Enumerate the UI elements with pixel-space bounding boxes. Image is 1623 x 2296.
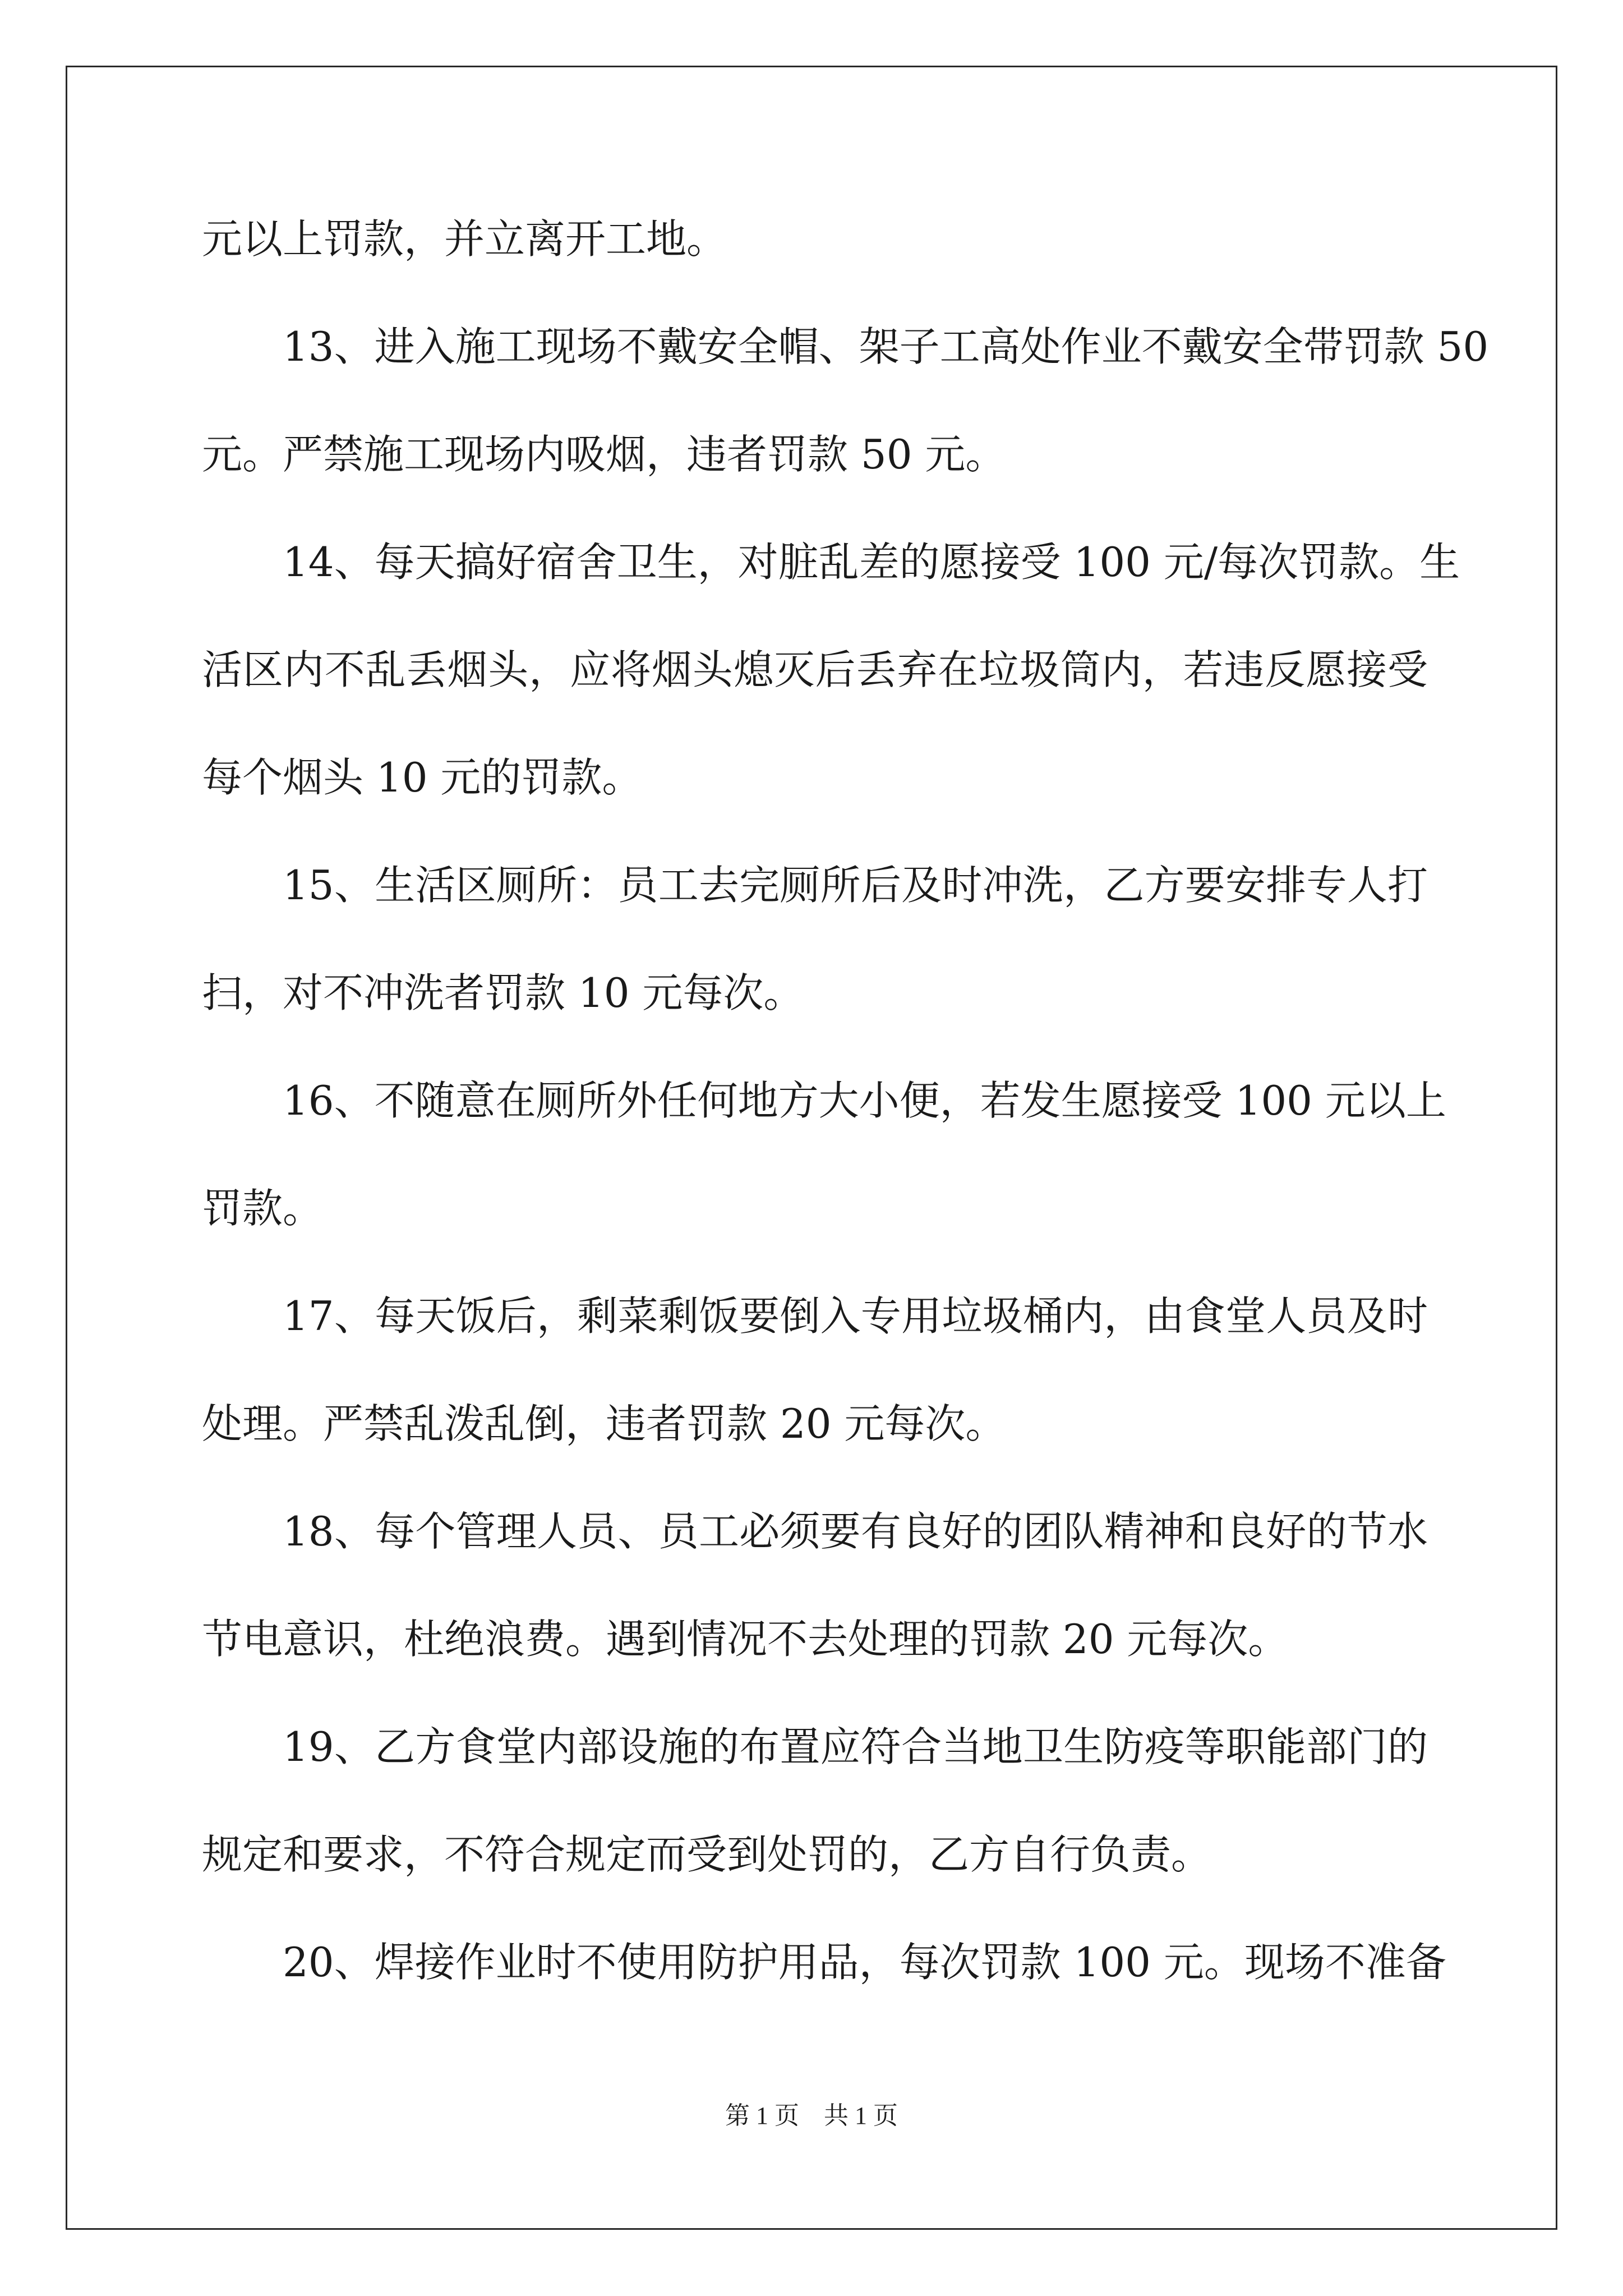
text-line: 元。严禁施工现场内吸烟，违者罚款 50 元。 [202,431,1006,478]
text-line: 规定和要求，不符合规定而受到处罚的，乙方自行负责。 [202,1831,1212,1878]
page-number: 第 1 页 共 1 页 [725,2102,898,2129]
text-line: 14、每天搞好宿舍卫生，对脏乱差的愿接受 100 元/每次罚款。生 [283,539,1460,586]
text-line: 13、进入施工现场不戴安全帽、架子工高处作业不戴安全带罚款 50 [283,323,1489,370]
text-line: 罚款。 [202,1185,324,1232]
text-line: 19、乙方食堂内部设施的布置应符合当地卫生防疫等职能部门的 [283,1723,1428,1770]
text-line: 18、每个管理人员、员工必须要有良好的团队精神和良好的节水 [283,1508,1428,1555]
text-line: 16、不随意在厕所外任何地方大小便，若发生愿接受 100 元以上 [283,1077,1446,1124]
text-line: 15、生活区厕所：员工去完厕所后及时冲洗，乙方要安排专人打 [283,862,1428,909]
text-line: 17、每天饭后，剩菜剩饭要倒入专用垃圾桶内，由食堂人员及时 [283,1292,1428,1340]
text-line: 每个烟头 10 元的罚款。 [202,754,643,801]
text-line: 扫，对不冲洗者罚款 10 元每次。 [202,969,804,1016]
text-line: 元以上罚款，并立离开工地。 [202,215,727,263]
text-line: 活区内不乱丢烟头，应将烟头熄灭后丢弃在垃圾筒内，若违反愿接受 [202,646,1428,693]
document-body [202,185,1489,2016]
text-line: 节电意识，杜绝浪费。遇到情况不去处理的罚款 20 元每次。 [202,1616,1289,1663]
text-line: 处理。严禁乱泼乱倒，违者罚款 20 元每次。 [202,1400,1006,1447]
text-line: 20、焊接作业时不使用防护用品，每次罚款 100 元。现场不准备 [283,1939,1446,1986]
